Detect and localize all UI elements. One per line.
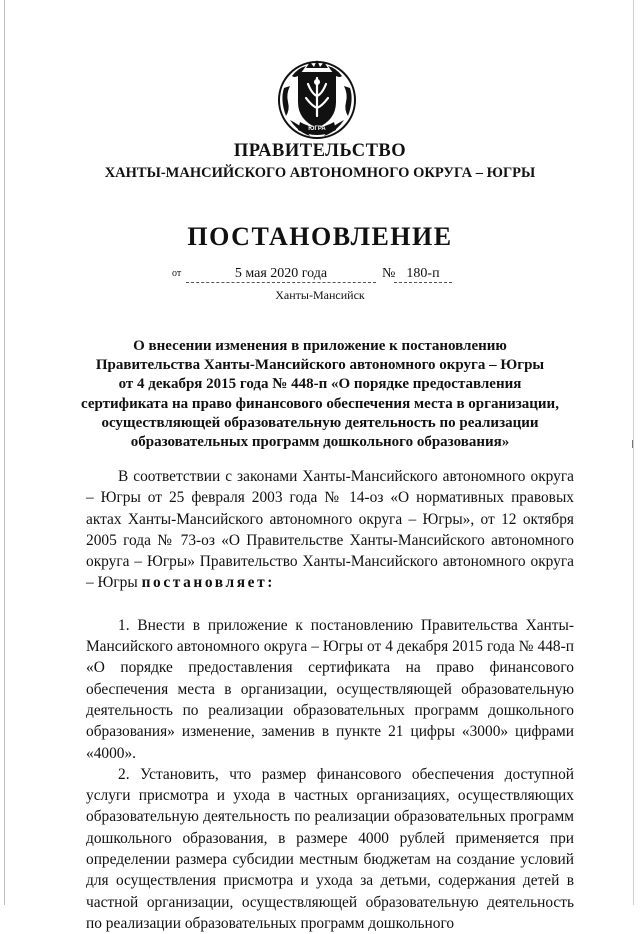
subject-line: О внесении изменения в приложение к постановлению bbox=[133, 338, 507, 354]
date-prefix: от bbox=[172, 268, 182, 279]
region-title: ХАНТЫ-МАНСИЙСКОГО АВТОНОМНОГО ОКРУГА – ЮГРЫ bbox=[104, 165, 536, 181]
subject-line: образовательных программ дошкольного образования» bbox=[130, 434, 510, 451]
letterhead bbox=[0, 140, 640, 183]
subject-line: сертификата на право финансового обеспечения места в организации, bbox=[81, 395, 559, 412]
document-subject bbox=[60, 337, 580, 452]
scan-mark bbox=[632, 440, 633, 448]
item-2-paragraph: 2. Установить, что размер финансового обеспечения доступной услуги присмотра и ухода в частных организациях, осуществляющих образовательную деятельность по реализации образовательных программ дошкольного образования, в размере 4000 рублей применяется при определении размера субсидии местным бюджетам на создание условий для осуществления присмотра и ухода за детьми, содержания детей в частной организации, осуществляющей образовательную деятельность по реализации образовательных программ дошкольного bbox=[86, 765, 574, 932]
document-date: 5 мая 2020 года bbox=[186, 266, 376, 283]
scan-edge-right bbox=[633, 0, 634, 905]
subject-line: осуществляющей образовательную деятельность по реализации bbox=[101, 414, 539, 431]
document-number: 180-п bbox=[394, 266, 452, 283]
preamble-text: В соответствии с законами Ханты-Мансийского автономного округа – Югры от 25 февраля 2003 года № 14-оз «О нормативных правовых актах Ханты-Мансийского автономного округа – Югры», от 12 октября 2005 года № 73-оз «О Правительстве Ханты-Мансийского автономного округа – Югры» Правительство Ханты-Мансийского автономного округа – Югры bbox=[86, 468, 574, 592]
emblem-ribbon-label: ЮГРА bbox=[308, 126, 326, 132]
scan-edge-left bbox=[4, 0, 5, 905]
document-body bbox=[86, 466, 574, 934]
city: Ханты-Мансийск bbox=[275, 288, 365, 302]
document-type: ПОСТАНОВЛЕНИЕ bbox=[187, 222, 453, 251]
government-title: ПРАВИТЕЛЬСТВО bbox=[233, 141, 407, 161]
subject-line: Правительства Ханты-Мансийского автономного округа – Югры bbox=[95, 357, 545, 374]
preamble-paragraph bbox=[86, 466, 574, 594]
number-label: № bbox=[382, 266, 396, 281]
item-1-paragraph: 1. Внести в приложение к постановлению Правительства Ханты-Мансийского автономного округа – Югры от 4 декабря 2015 года № 448-п «О порядке предоставления сертификата на право финансового обеспечения места в организации, осуществляющей образовательную деятельность по реализации образовательных программ дошкольного образования» изменение, заменив в пункте 21 цифры «3000» цифрами «4000». bbox=[86, 616, 574, 762]
subject-line: от 4 декабря 2015 года № 448-п «О порядке предоставления bbox=[118, 376, 522, 393]
resolve-word: постановляет: bbox=[141, 574, 275, 592]
date-number-line bbox=[172, 266, 472, 284]
